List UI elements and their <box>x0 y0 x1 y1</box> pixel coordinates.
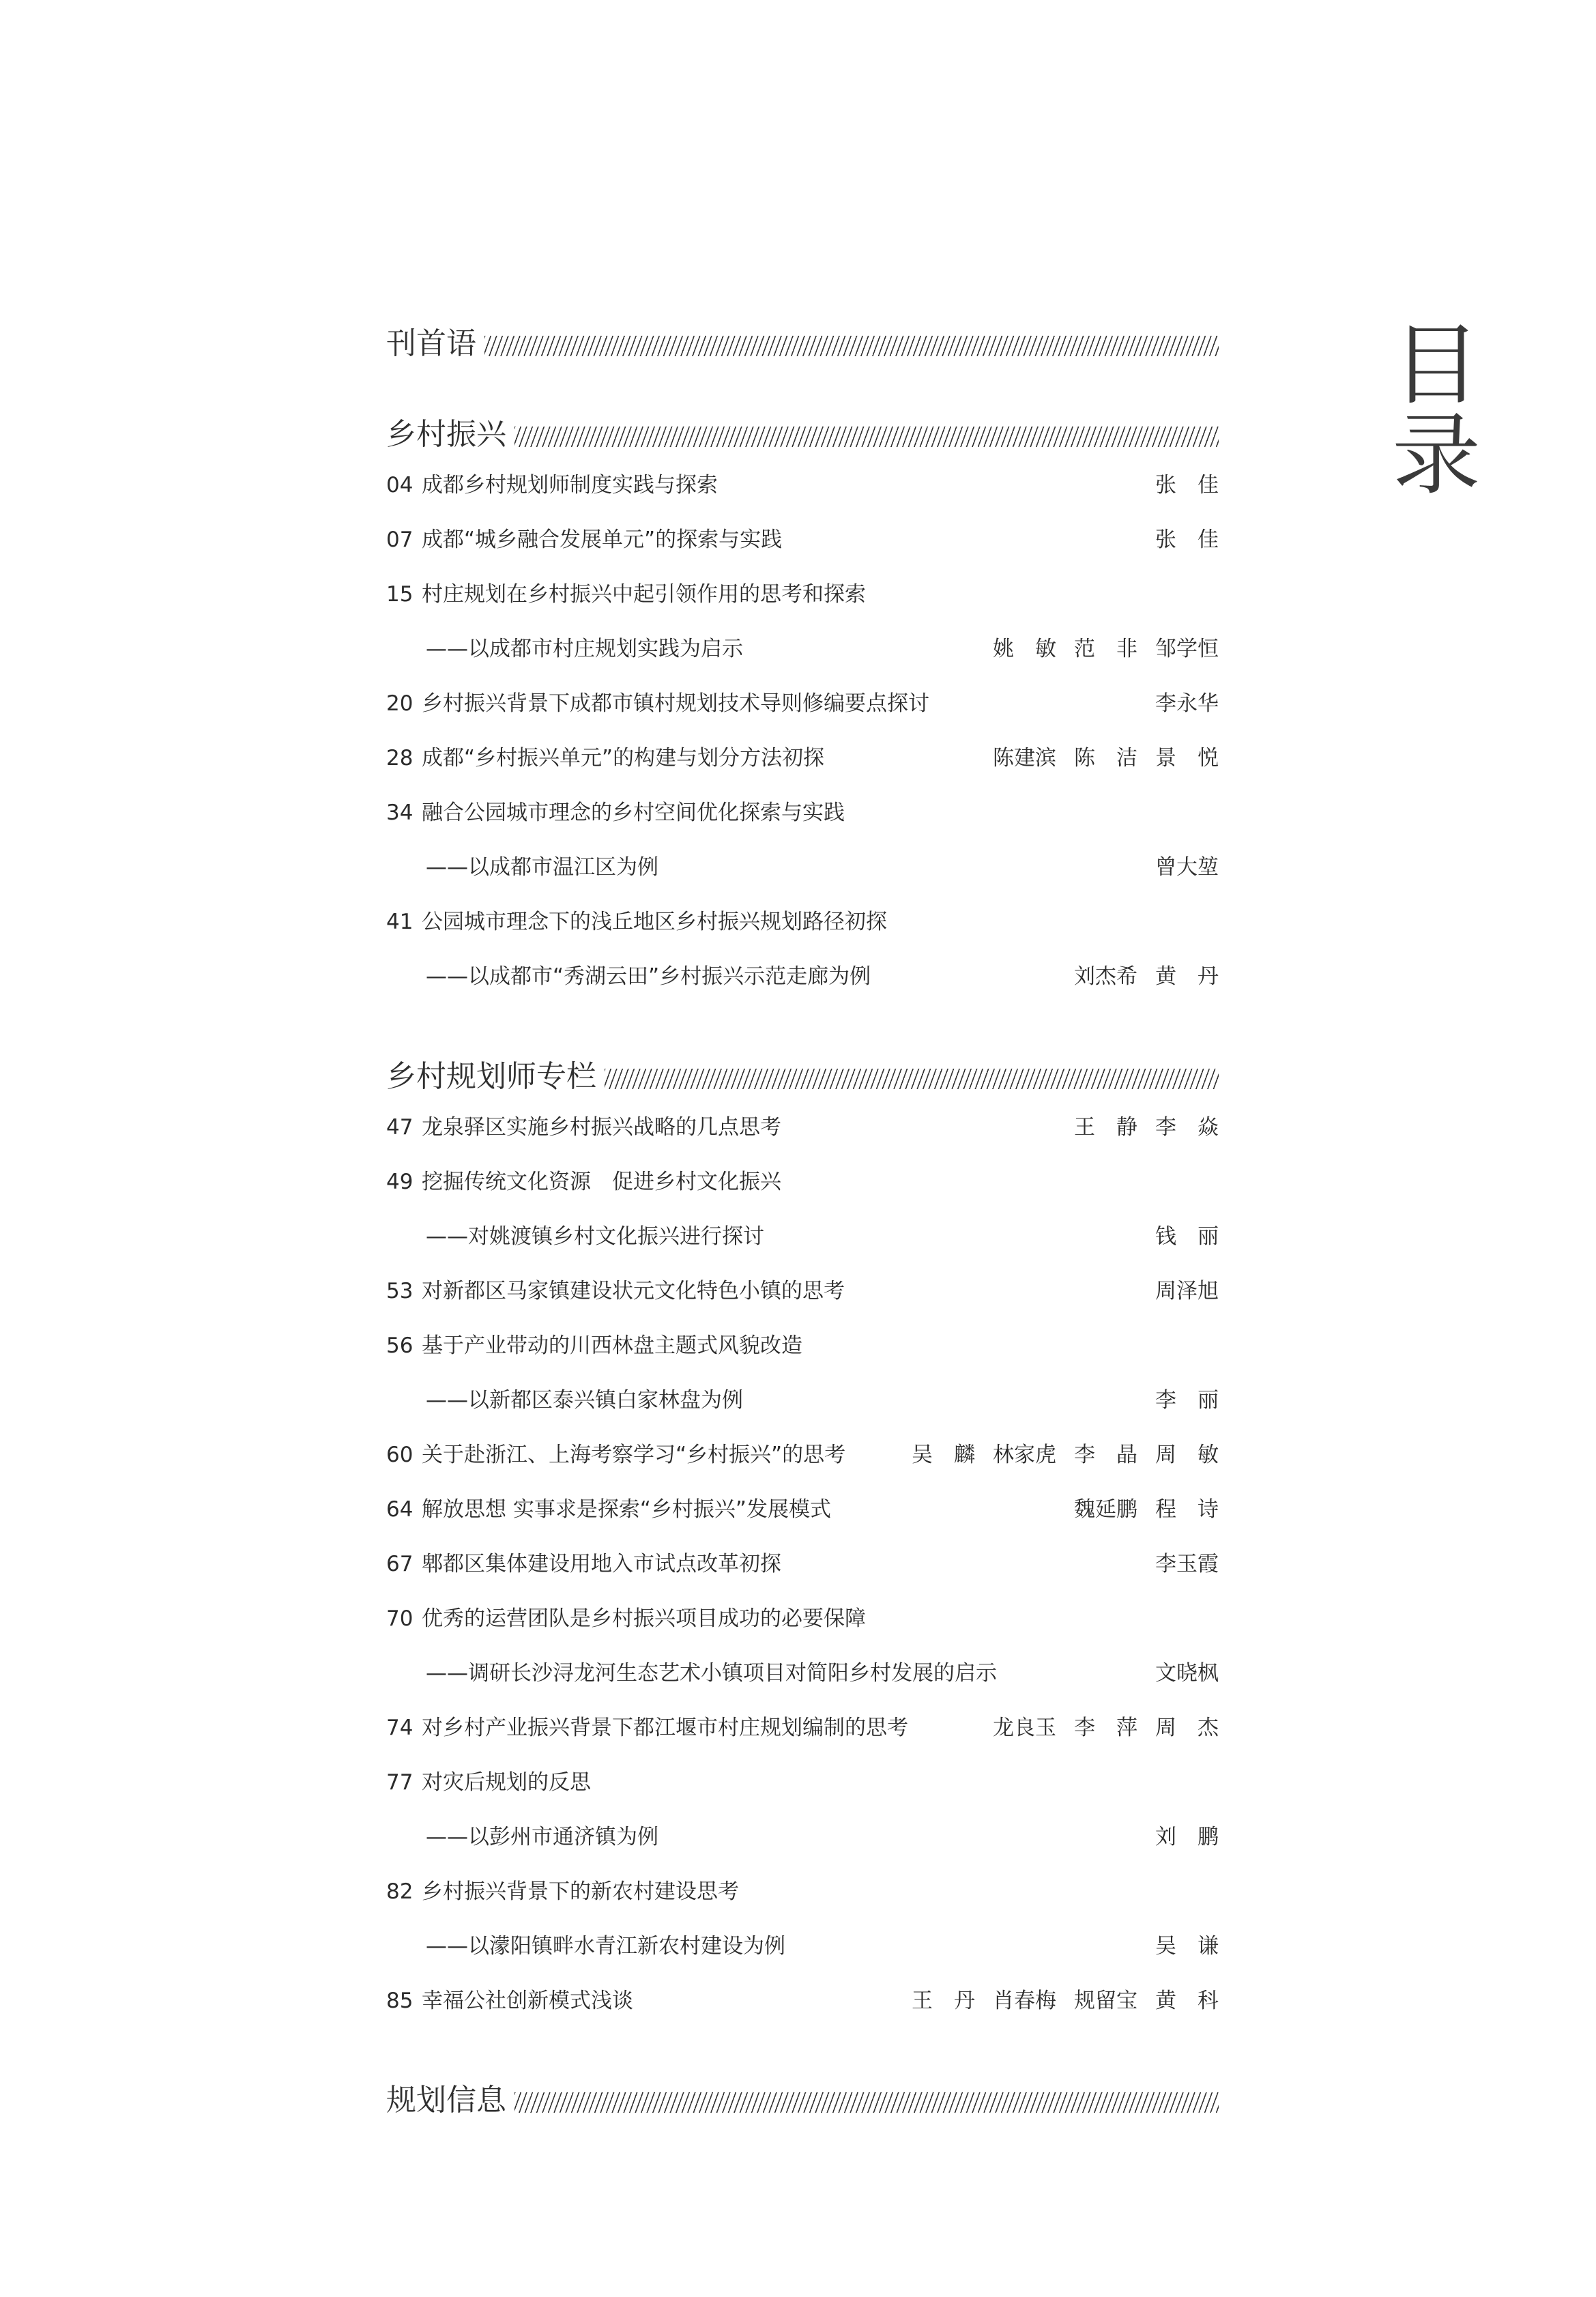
entry-title: ——对姚渡镇乡村文化振兴进行探讨 <box>426 1224 764 1249</box>
author-name: 王 丹 <box>912 1989 975 2013</box>
entry-title: ——以濛阳镇畔水青江新农村建设为例 <box>426 1934 785 1959</box>
entry-title: ——以新都区泰兴镇白家林盘为例 <box>426 1388 743 1413</box>
page-title <box>1392 313 1481 507</box>
page-number: 77 <box>386 1770 413 1795</box>
author-name: 龙良玉 <box>993 1716 1056 1740</box>
entry-authors <box>1137 1657 1219 1690</box>
author-name: 程 诗 <box>1155 1497 1219 1522</box>
author-name: 李 萍 <box>1074 1716 1137 1740</box>
entry-title: 公园城市理念下的浅丘地区乡村振兴规划路径初探 <box>422 910 887 934</box>
section-heading <box>386 2072 1219 2120</box>
toc-entry[interactable] <box>386 578 1219 611</box>
author-name: 邹学恒 <box>1155 637 1219 661</box>
entry-title: 解放思想 实事求是探索“乡村振兴”发展模式 <box>422 1497 831 1522</box>
author-name: 李永华 <box>1155 691 1219 716</box>
entry-authors <box>1137 1384 1219 1417</box>
page-number: 15 <box>386 582 413 607</box>
toc-subtitle-row[interactable] <box>386 851 1219 884</box>
entry-authors <box>975 742 1219 775</box>
entry-title: 成都“城乡融合发展单元”的探索与实践 <box>422 528 783 552</box>
toc-entry[interactable] <box>386 1493 1219 1526</box>
author-name: 姚 敏 <box>993 637 1056 661</box>
entry-authors <box>1137 1930 1219 1963</box>
entry-title: ——以彭州市通济镇为例 <box>426 1825 658 1849</box>
toc-subtitle-row[interactable] <box>386 1821 1219 1853</box>
author-name: 李 丽 <box>1155 1388 1219 1413</box>
entry-authors <box>1056 960 1219 993</box>
author-name: 吴 麟 <box>912 1443 975 1467</box>
author-name: 王 静 <box>1074 1115 1137 1140</box>
entry-title: 龙泉驿区实施乡村振兴战略的几点思考 <box>422 1115 781 1140</box>
author-name: 范 非 <box>1074 637 1137 661</box>
author-name: 周泽旭 <box>1155 1279 1219 1303</box>
entry-title: 对灾后规划的反思 <box>422 1770 591 1795</box>
toc-entry[interactable] <box>386 1275 1219 1308</box>
toc-entry[interactable] <box>386 906 1219 938</box>
toc-entry[interactable] <box>386 1984 1219 2017</box>
author-name: 肖春梅 <box>993 1989 1056 2013</box>
author-name: 李玉霞 <box>1155 1552 1219 1576</box>
author-name: 吴 谦 <box>1155 1934 1219 1959</box>
page-number: 70 <box>386 1606 413 1631</box>
author-name: 魏延鹏 <box>1074 1497 1137 1522</box>
toc-entry[interactable] <box>386 687 1219 720</box>
section-heading <box>386 1048 1219 1096</box>
section-heading <box>386 315 1219 363</box>
toc-entry[interactable] <box>386 1111 1219 1144</box>
toc-entry[interactable] <box>386 469 1219 502</box>
toc-entry[interactable] <box>386 523 1219 556</box>
entry-title: 对乡村产业振兴背景下都江堰市村庄规划编制的思考 <box>422 1716 908 1740</box>
entry-title: 优秀的运营团队是乡村振兴项目成功的必要保障 <box>422 1606 866 1631</box>
page-title-char: 目 <box>1392 313 1481 417</box>
toc-entry[interactable] <box>386 1602 1219 1635</box>
author-name: 林家虎 <box>993 1443 1056 1467</box>
author-name: 钱 丽 <box>1155 1224 1219 1249</box>
page-number: 82 <box>386 1879 413 1904</box>
section-title: 规划信息 <box>386 2083 506 2118</box>
author-name: 张 佳 <box>1155 473 1219 497</box>
entry-title: 郫都区集体建设用地入市试点改革初探 <box>422 1552 781 1576</box>
toc-entry[interactable] <box>386 796 1219 829</box>
author-name: 黄 丹 <box>1155 964 1219 989</box>
section-title: 刊首语 <box>386 326 476 361</box>
page-number: 20 <box>386 691 413 716</box>
author-name: 刘 鹏 <box>1155 1825 1219 1849</box>
entry-authors <box>1056 1111 1219 1144</box>
page-number: 34 <box>386 800 413 825</box>
author-name: 陈建滨 <box>993 746 1056 770</box>
page-number: 41 <box>386 910 413 934</box>
entry-title: ——以成都市村庄规划实践为启示 <box>426 637 743 661</box>
author-name: 陈 洁 <box>1074 746 1137 770</box>
author-name: 黄 科 <box>1155 1989 1219 2013</box>
toc-entry[interactable] <box>386 1875 1219 1908</box>
author-name: 曾大堃 <box>1155 855 1219 880</box>
page-number: 28 <box>386 746 413 770</box>
entry-title: 关于赴浙江、上海考察学习“乡村振兴”的思考 <box>422 1443 846 1467</box>
author-name: 规留宝 <box>1074 1989 1137 2013</box>
entry-authors <box>1137 1220 1219 1253</box>
entry-authors <box>975 633 1219 665</box>
entry-title: 乡村振兴背景下的新农村建设思考 <box>422 1879 739 1904</box>
toc-entry[interactable] <box>386 1439 1219 1471</box>
entry-authors <box>894 1984 1219 2017</box>
hatch-rule <box>605 1069 1219 1089</box>
toc-subtitle-row[interactable] <box>386 960 1219 993</box>
author-name: 张 佳 <box>1155 528 1219 552</box>
toc-entry[interactable] <box>386 1766 1219 1799</box>
entry-authors <box>1137 469 1219 502</box>
entry-title: 挖掘传统文化资源 促进乡村文化振兴 <box>422 1170 781 1194</box>
author-name: 文晓枫 <box>1155 1661 1219 1686</box>
page-number: 67 <box>386 1552 413 1576</box>
hatch-rule <box>514 427 1219 447</box>
page-number: 49 <box>386 1170 413 1194</box>
entry-title: 乡村振兴背景下成都市镇村规划技术导则修编要点探讨 <box>422 691 929 716</box>
entry-title: 基于产业带动的川西林盘主题式风貌改造 <box>422 1333 802 1358</box>
hatch-rule <box>484 336 1219 356</box>
page-number: 64 <box>386 1497 413 1522</box>
entry-authors <box>1137 523 1219 556</box>
toc-entry[interactable] <box>386 1329 1219 1362</box>
entry-authors <box>894 1439 1219 1471</box>
toc-subtitle-row[interactable] <box>386 1220 1219 1253</box>
entry-authors <box>1137 687 1219 720</box>
author-name: 刘杰希 <box>1074 964 1137 989</box>
entry-title: ——调研长沙浔龙河生态艺术小镇项目对简阳乡村发展的启示 <box>426 1661 997 1686</box>
entry-authors <box>1137 851 1219 884</box>
author-name: 李 晶 <box>1074 1443 1137 1467</box>
entry-authors <box>1137 1275 1219 1308</box>
author-name: 周 敏 <box>1155 1443 1219 1467</box>
page-number: 56 <box>386 1333 413 1358</box>
section-heading <box>386 406 1219 454</box>
entry-title: 融合公园城市理念的乡村空间优化探索与实践 <box>422 800 845 825</box>
page-number: 85 <box>386 1989 413 2013</box>
section-title: 乡村振兴 <box>386 417 506 452</box>
page-number: 47 <box>386 1115 413 1140</box>
entry-authors <box>1137 1821 1219 1853</box>
entry-title: ——以成都市“秀湖云田”乡村振兴示范走廊为例 <box>426 964 871 989</box>
toc-subtitle-row[interactable] <box>386 1930 1219 1963</box>
author-name: 周 杰 <box>1155 1716 1219 1740</box>
entry-title: 成都“乡村振兴单元”的构建与划分方法初探 <box>422 746 825 770</box>
entry-title: 幸福公社创新模式浅谈 <box>422 1989 633 2013</box>
page-number: 74 <box>386 1716 413 1740</box>
page-number: 04 <box>386 473 413 497</box>
page-number: 60 <box>386 1443 413 1467</box>
entry-authors <box>1056 1493 1219 1526</box>
hatch-rule <box>514 2092 1219 2113</box>
entry-title: 村庄规划在乡村振兴中起引领作用的思考和探索 <box>422 582 866 607</box>
toc-subtitle-row[interactable] <box>386 633 1219 665</box>
entry-title: ——以成都市温江区为例 <box>426 855 658 880</box>
page-number: 53 <box>386 1279 413 1303</box>
toc-subtitle-row[interactable] <box>386 1384 1219 1417</box>
toc-entry[interactable] <box>386 1548 1219 1580</box>
toc-entry[interactable] <box>386 742 1219 775</box>
entry-title: 对新都区马家镇建设状元文化特色小镇的思考 <box>422 1279 845 1303</box>
toc-subtitle-row[interactable] <box>386 1657 1219 1690</box>
page-number: 07 <box>386 528 413 552</box>
toc-entry[interactable] <box>386 1711 1219 1744</box>
entry-authors <box>1137 1548 1219 1580</box>
section-title: 乡村规划师专栏 <box>386 1059 596 1094</box>
entry-authors <box>975 1711 1219 1744</box>
author-name: 景 悦 <box>1155 746 1219 770</box>
author-name: 李 焱 <box>1155 1115 1219 1140</box>
page-title-char: 录 <box>1392 403 1481 507</box>
toc-entry[interactable] <box>386 1166 1219 1198</box>
entry-title: 成都乡村规划师制度实践与探索 <box>422 473 718 497</box>
